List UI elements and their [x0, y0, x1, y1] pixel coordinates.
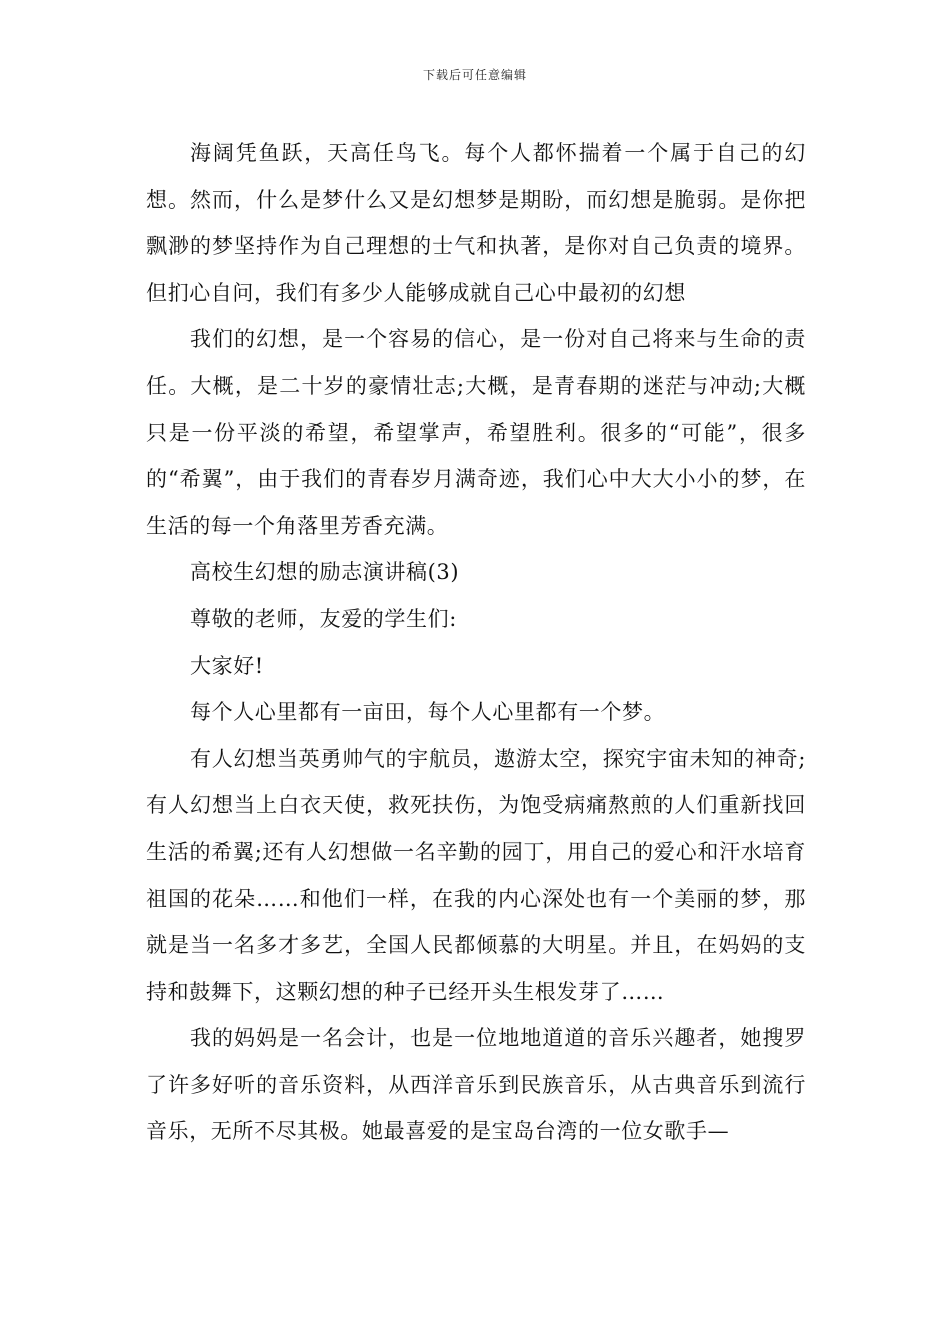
speech-title: 高校生幻想的励志演讲稿(3): [190, 560, 460, 585]
greeting: 大家好!: [190, 653, 264, 678]
paragraph-our-dream: 我们的幻想，是一个容易的信心，是一份对自己将来与生命的责任。大概，是二十岁的豪情壮志;大概，是青春期的迷茫与冲动;大概只是一份平淡的希望，希望掌声，希望胜利。很多的“可能”，很多的“希翼”，由于我们的青春岁月满奇迹，我们心中大大小小的梦，在生活的每一个角落里芳香充满。: [146, 327, 806, 538]
paragraph-dream-examples: 有人幻想当英勇帅气的宇航员，遨游太空，探究宇宙未知的神奇;有人幻想当上白衣天使，救死扶伤，为饱受病痛熬煎的人们重新找回生活的希翼;还有人幻想做一名辛勤的园丁，用自己的爱心和汗水培育祖国的花朵……和他们一样，在我的内心深处也有一个美丽的梦，那就是当一名多才多艺，全国人民都倾慕的大明星。并且，在妈妈的支持和鼓舞下，这颗幻想的种子已经开头生根发芽了……: [146, 746, 806, 1004]
paragraph-my-mother: 我的妈妈是一名会计，也是一位地地道道的音乐兴趣者，她搜罗了许多好听的音乐资料，从西洋音乐到民族音乐，从古典音乐到流行音乐，无所不尽其极。她最喜爱的是宝岛台湾的一位女歌手—: [146, 1026, 806, 1144]
salutation: 尊敬的老师，友爱的学生们:: [190, 606, 457, 631]
header-note: 下载后可任意编辑: [422, 68, 527, 82]
document-body: [146, 130, 806, 1155]
paragraph-everyone-has-dream: 每个人心里都有一亩田，每个人心里都有一个梦。: [190, 700, 666, 725]
paragraph-dream-intro: 海阔凭鱼跃，天高任鸟飞。每个人都怀揣着一个属于自己的幻想。然而，什么是梦什么又是幻想梦是期盼，而幻想是脆弱。是你把飘渺的梦坚持作为自己理想的士气和执著，是你对自己负责的境界。但扪心自问，我们有多少人能够成就自己心中最初的幻想: [146, 141, 806, 305]
